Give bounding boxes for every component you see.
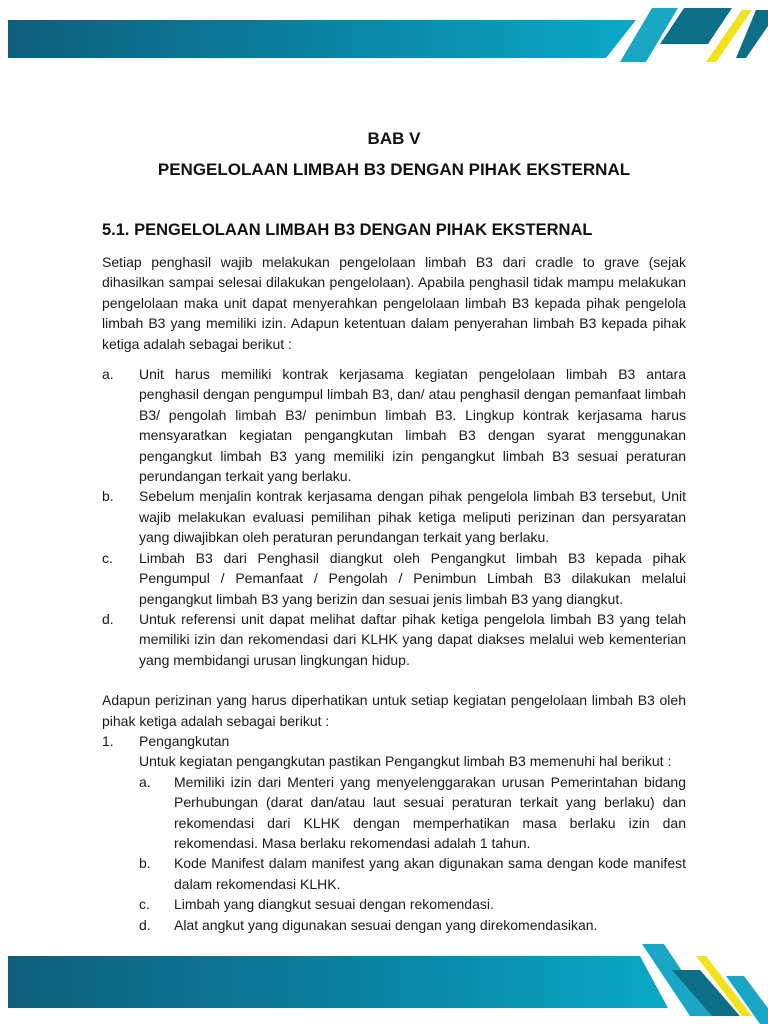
list-item	[102, 609, 686, 670]
list-item	[139, 894, 686, 914]
requirements-list	[102, 364, 686, 670]
list-item	[102, 364, 686, 486]
footer-banner-graphic	[0, 936, 768, 1024]
section-title: 5.1. PENGELOLAAN LIMBAH B3 DENGAN PIHAK EKSTERNAL	[102, 221, 593, 239]
footer-bar	[8, 956, 668, 1008]
permit-marker: 1.	[102, 732, 114, 749]
list-item-text: Unit harus memiliki kontrak kerjasama kegiatan pengelolaan limbah B3 antara penghasil dengan pengumpul limbah B3, dan/ atau penghasil dengan pemanfaat limbah B3/ pengolah limbah B3/ penimbun limbah B3. Lingkup kontrak kerjasama harus mensyaratkan kegiatan pengangkutan limbah B3 dengan syarat menggunakan pengangkut limbah B3 yang memiliki izin pengangkut limbah B3 sesuai peraturan perundangan terkait yang berlaku.	[139, 366, 686, 485]
permit-intro: Untuk kegiatan pengangkutan pastikan Pengangkut limbah B3 memenuhi hal berikut :	[139, 753, 672, 770]
list-item-text: Alat angkut yang digunakan sesuai dengan yang direkomendasikan.	[174, 916, 598, 933]
list-item-text: Limbah B3 dari Penghasil diangkut oleh Pengangkut limbah B3 kepada pihak Pengumpul / Pemanfaat / Pengolah / Penimbun Limbah B3 dilakukan melalui pengangkut limbah B3 yang berizin dan sesuai jenis limbah B3 yang diangkut.	[139, 549, 686, 607]
list-item-text: Sebelum menjalin kontrak kerjasama dengan pihak pengelola limbah B3 tersebut, Unit wajib melakukan evaluasi pemilihan pihak ketiga meliputi perizinan dan persyaratan yang diwajibkan oleh peraturan perundangan terkait yang berlaku.	[139, 488, 686, 546]
list-item	[139, 772, 686, 854]
chapter-title: PENGELOLAAN LIMBAH B3 DENGAN PIHAK EKSTERNAL	[157, 160, 631, 179]
list-item	[139, 915, 686, 935]
list-item-text: Untuk referensi unit dapat melihat daftar pihak ketiga pengelola limbah B3 yang telah memiliki izin dan rekomendasi dari KLHK yang dapat diakses melalui web kementerian yang membidangi urusan lingkungan hidup.	[139, 610, 686, 668]
chapter-number: BAB V	[367, 129, 421, 148]
page-content	[102, 126, 686, 935]
list-marker: b.	[139, 855, 151, 872]
permits-list	[102, 731, 686, 935]
header-banner	[0, 0, 768, 62]
list-marker: b.	[102, 488, 114, 505]
list-marker: c.	[102, 549, 113, 566]
list-item	[102, 548, 686, 609]
chapter-heading	[102, 126, 686, 183]
list-item	[102, 486, 686, 547]
list-item-text: Memiliki izin dari Menteri yang menyelenggarakan urusan Pemerintahan bidang Perhubungan (darat dan/atau laut sesuai peraturan terkait yang berlaku) dan rekomendasi dari KLHK dengan memperhatikan masa berlaku izin dan rekomendasi. Masa berlaku rekomendasi adalah 1 tahun.	[174, 773, 686, 851]
header-banner-graphic	[0, 0, 768, 62]
list-marker: d.	[139, 916, 151, 933]
permits-intro-paragraph: Adapun perizinan yang harus diperhatikan untuk setiap kegiatan pengelolaan limbah B3 oleh pihak ketiga adalah sebagai berikut :	[102, 692, 686, 729]
list-marker: a.	[102, 366, 114, 383]
list-marker: d.	[102, 610, 114, 627]
list-item	[139, 853, 686, 894]
section-intro-paragraph: Setiap penghasil wajib melakukan pengelolaan limbah B3 dari cradle to grave (sejak dihasilkan sampai selesai dilakukan pengelolaan). Apabila penghasil tidak mampu melakukan pengelolaan maka unit dapat menyerahkan pengelolaan limbah B3 kepada pihak pengelola limbah B3 yang memiliki izin. Adapun ketentuan dalam penyerahan limbah B3 kepada pihak ketiga adalah sebagai berikut :	[102, 254, 686, 352]
permit-item	[102, 731, 686, 935]
permit-title: Pengangkutan	[139, 732, 230, 749]
permit-requirements-list	[139, 772, 686, 935]
list-item-text: Kode Manifest dalam manifest yang akan digunakan sama dengan kode manifest dalam rekomendasi KLHK.	[174, 855, 686, 892]
header-bar	[8, 20, 636, 58]
list-marker: a.	[139, 773, 151, 790]
list-item-text: Limbah yang diangkut sesuai dengan rekomendasi.	[174, 896, 494, 913]
list-marker: c.	[139, 896, 150, 913]
footer-banner	[0, 936, 768, 1024]
